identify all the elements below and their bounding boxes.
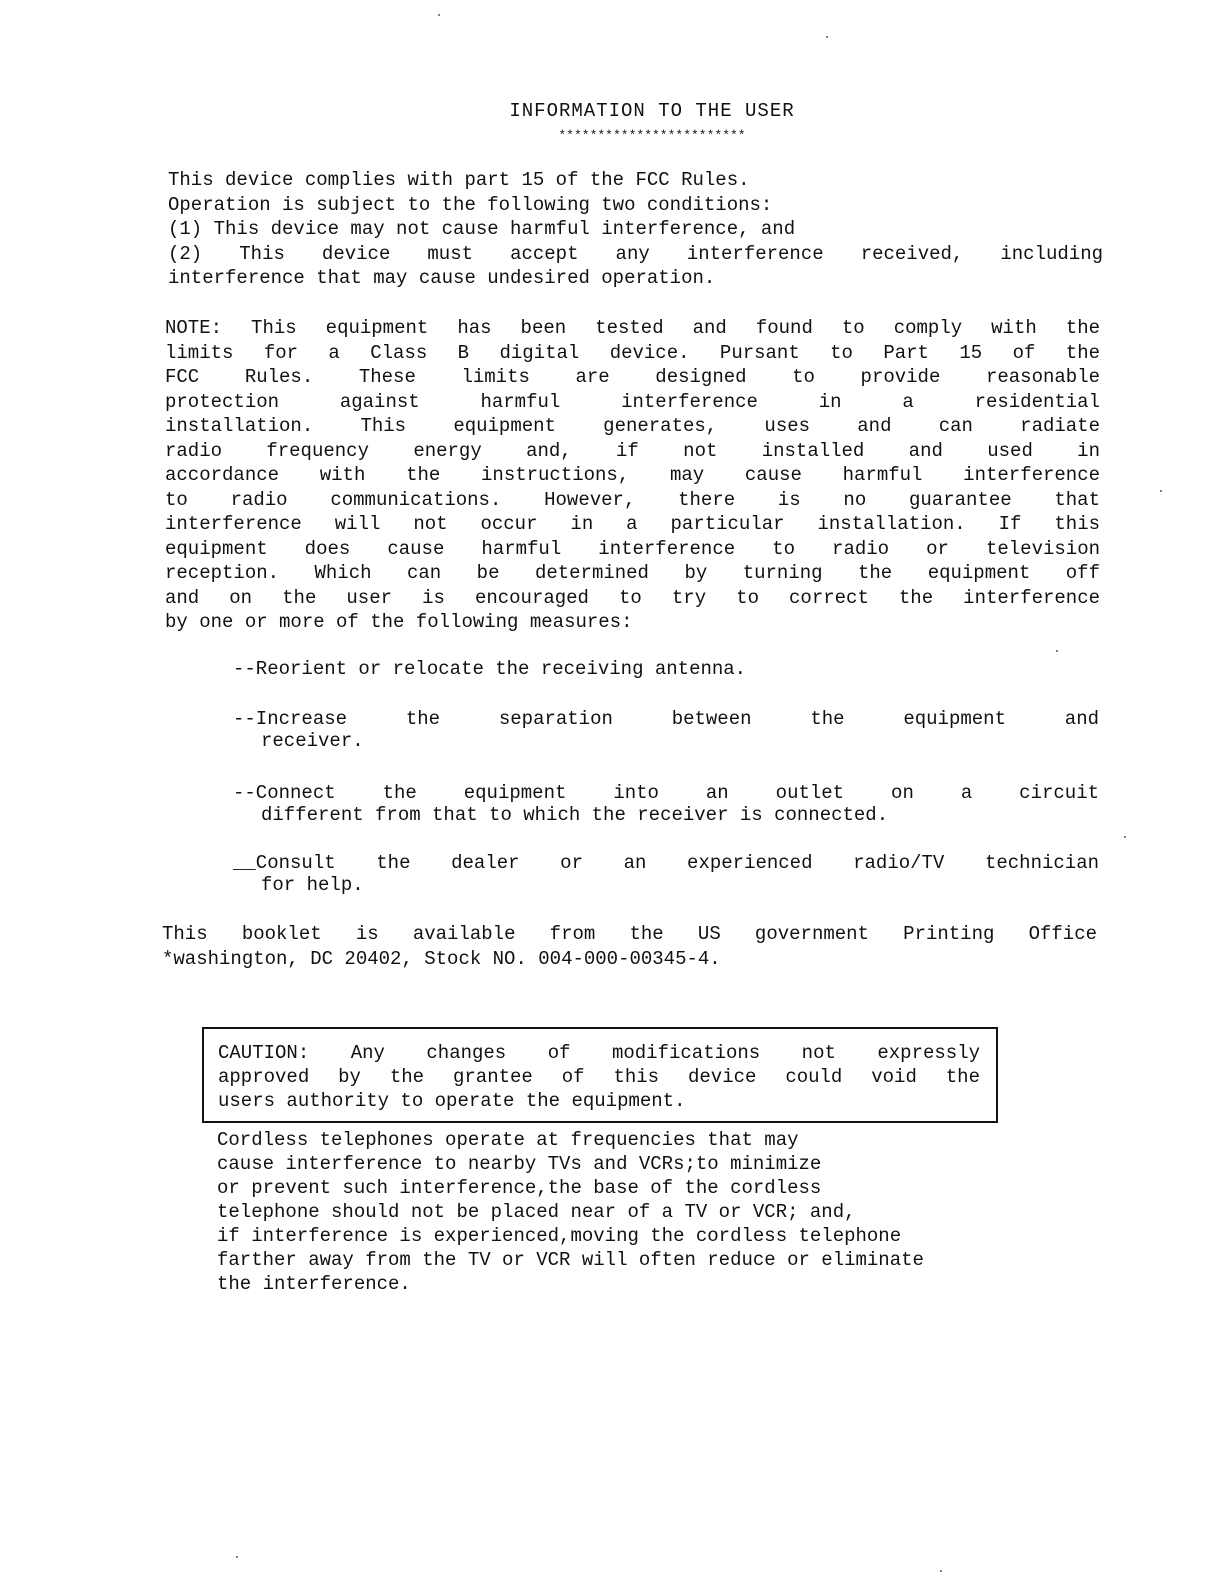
booklet-line: *washington, DC 20402, Stock NO. 004-000-00345-4. (162, 947, 721, 970)
note-line: reception. Which can be determined by turning the equipment off (165, 562, 1100, 584)
note-line: and on the user is encouraged to try to correct the interference (165, 586, 1100, 609)
cordless-line: farther away from the TV or VCR will often reduce or eliminate (217, 1249, 924, 1271)
caution-box (202, 1027, 998, 1123)
cordless-line: the interference. (217, 1273, 411, 1295)
measure-item-increase-separation (233, 708, 1099, 752)
note-line: FCC Rules. These limits are designed to provide reasonable (165, 366, 1100, 388)
intro-line: interference that may cause undesired operation. (168, 267, 716, 289)
measure-text: --Increase the separation between the equipment and (233, 708, 1099, 730)
scan-speck (826, 36, 828, 38)
measure-text: __Consult the dealer or an experienced radio/TV technician (233, 852, 1099, 874)
note-line: interference will not occur in a particular installation. If this (165, 513, 1100, 535)
page-title: INFORMATION TO THE USER (509, 100, 795, 122)
fcc-compliance-statement (168, 168, 1103, 291)
measure-item-consult-dealer (233, 852, 1099, 896)
intro-line: (1) This device may not cause harmful interference, and (168, 218, 796, 240)
caution-line: users authority to operate the equipment. (218, 1090, 686, 1112)
note-line: protection against harmful interference in a residential (165, 390, 1100, 413)
note-line: accordance with the instructions, may cause harmful interference (165, 464, 1100, 486)
measure-text-continued: different from that to which the receiver is connected. (261, 804, 889, 826)
measure-text: --Reorient or relocate the receiving antenna. (233, 658, 747, 680)
cordless-line: or prevent such interference,the base of the cordless (217, 1177, 822, 1199)
scan-speck (438, 14, 440, 16)
measure-text-continued: for help. (261, 874, 364, 896)
scan-speck (940, 1570, 942, 1572)
intro-line: Operation is subject to the following two conditions: (168, 193, 773, 216)
scan-speck (1056, 650, 1058, 652)
intro-line: (2) This device must accept any interference received, including (168, 242, 1103, 265)
cordless-line: cause interference to nearby TVs and VCRs;to minimize (217, 1153, 822, 1175)
cordless-line: telephone should not be placed near of a TV or VCR; and, (217, 1201, 856, 1223)
note-line: limits for a Class B digital device. Pursant to Part 15 of the (165, 341, 1100, 364)
note-line: to radio communications. However, there is no guarantee that (165, 488, 1100, 511)
scan-speck (1160, 490, 1162, 492)
note-paragraph (165, 316, 1100, 635)
note-line: by one or more of the following measures: (165, 611, 633, 633)
measure-text: --Connect the equipment into an outlet on a circuit (233, 782, 1099, 804)
caution-line: CAUTION: Any changes of modifications not expressly (218, 1042, 980, 1064)
note-line: installation. This equipment generates, uses and can radiate (165, 415, 1100, 437)
title-underline-rule: ************************ (558, 128, 746, 143)
scan-speck (236, 1556, 238, 1558)
note-line: radio frequency energy and, if not installed and used in (165, 439, 1100, 462)
measure-item-reorient (233, 658, 1099, 680)
measure-text-continued: receiver. (261, 730, 364, 752)
note-line: NOTE: This equipment has been tested and found to comply with the (165, 317, 1100, 339)
scan-speck (1124, 836, 1126, 838)
cordless-line: if interference is experienced,moving the cordless telephone (217, 1225, 902, 1247)
caution-line: approved by the grantee of this device could void the (218, 1066, 980, 1088)
booklet-line: This booklet is available from the US government Printing Office (162, 923, 1097, 945)
cordless-telephone-paragraph (217, 1128, 1107, 1296)
measure-item-connect-outlet (233, 782, 1099, 826)
booklet-availability-note (162, 922, 1097, 971)
intro-line: This device complies with part 15 of the FCC Rules. (168, 169, 750, 191)
cordless-line: Cordless telephones operate at frequencies that may (217, 1129, 799, 1151)
note-line: equipment does cause harmful interference to radio or television (165, 537, 1100, 560)
